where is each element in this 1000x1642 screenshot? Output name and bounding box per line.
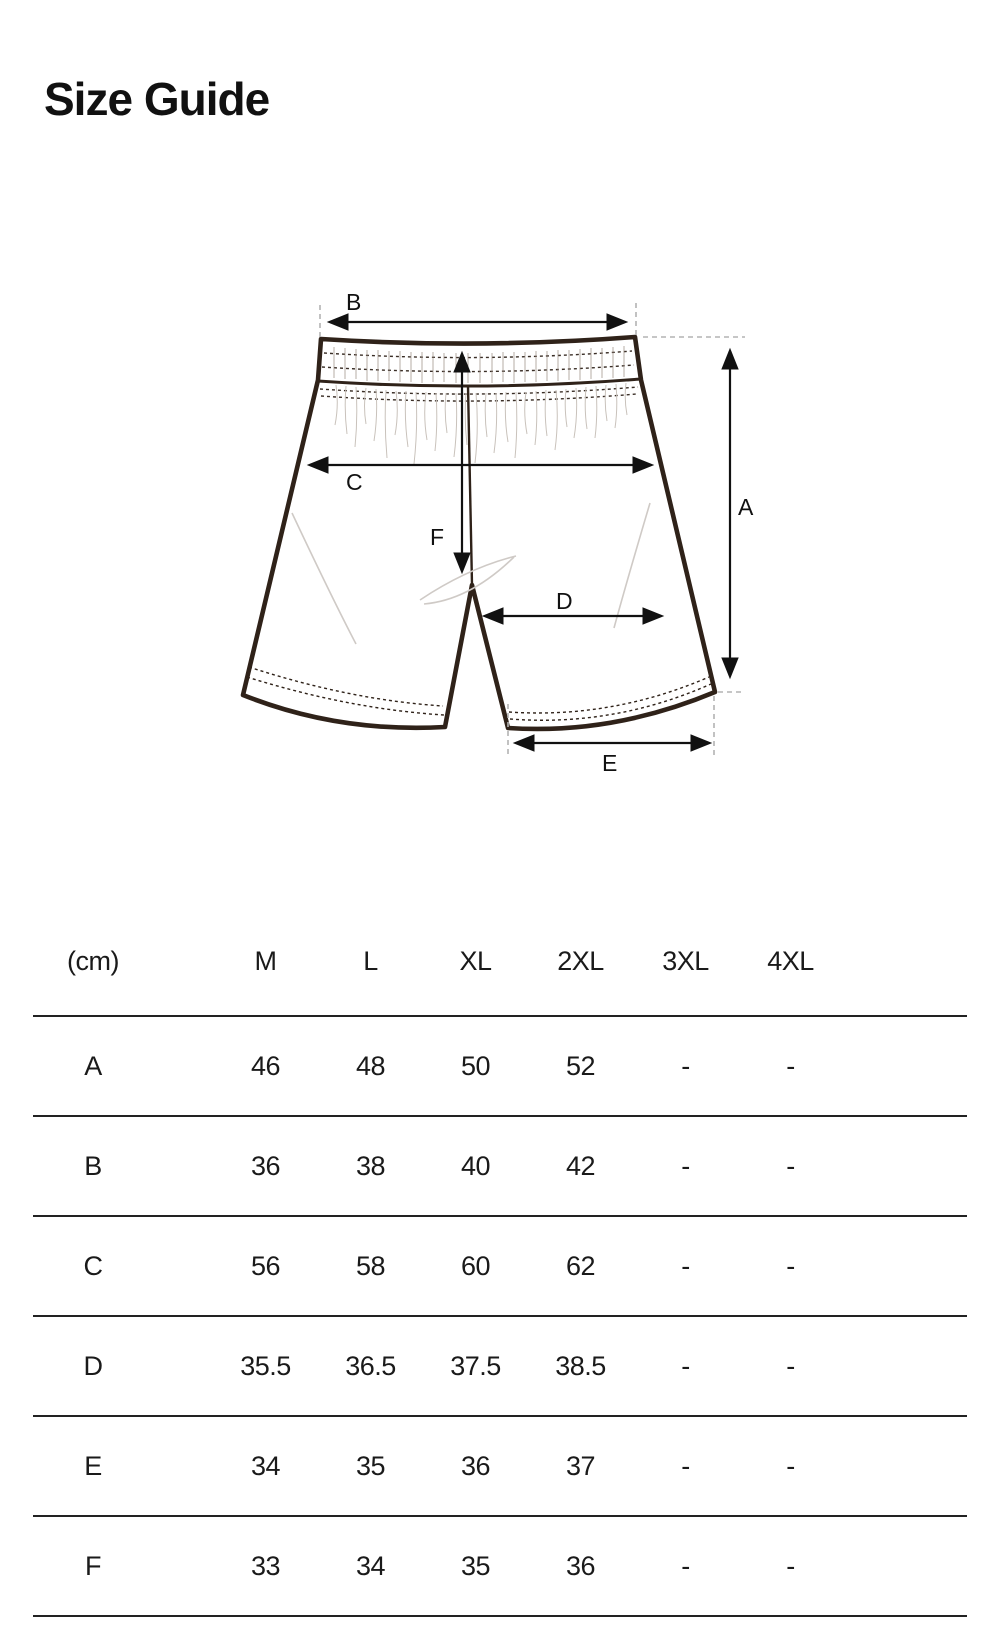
cell: 48 [355,1050,386,1081]
table-row [33,1116,967,1216]
spacer-cell [153,908,213,1016]
cell: 50 [460,1050,491,1081]
table-row [33,1516,967,1616]
size-header-4xl: 4XL [767,946,814,976]
cell: 42 [565,1150,596,1181]
cell: 35 [460,1550,491,1581]
cell: - [681,1050,690,1081]
cell: 34 [250,1450,281,1481]
row-label: A [84,1050,102,1081]
shorts-outline [243,337,715,729]
cell: 60 [460,1250,491,1281]
filler-cell [843,908,967,1016]
row-label: B [84,1150,102,1181]
filler-cell [843,1116,967,1216]
dim-label-e: E [602,750,618,776]
filler-cell [843,1416,967,1516]
cell: - [681,1250,690,1281]
cell: - [786,1450,795,1481]
cell: - [786,1250,795,1281]
cell: 58 [355,1250,386,1281]
cell: 46 [250,1050,281,1081]
table-row [33,1016,967,1116]
cell: 62 [565,1250,596,1281]
cell: 56 [250,1250,281,1281]
filler-cell [843,1516,967,1616]
cell: - [786,1550,795,1581]
cell: 38 [355,1150,386,1181]
size-header-l: L [363,946,378,976]
size-header-2xl: 2XL [557,946,604,976]
cell: 36 [250,1150,281,1181]
cell: - [786,1150,795,1181]
row-label: C [83,1250,103,1281]
size-table [33,908,967,1617]
filler-cell [843,1216,967,1316]
page-title: Size Guide [44,73,270,125]
cell: 33 [250,1550,281,1581]
cell: 37 [565,1450,596,1481]
cell: 36 [460,1450,491,1481]
cell: 38.5 [555,1350,606,1381]
cell: 52 [565,1050,596,1081]
cell: - [681,1550,690,1581]
filler-cell [843,1316,967,1416]
dim-label-f: F [430,524,445,550]
table-row [33,1416,967,1516]
spacer-cell [153,1216,213,1316]
spacer-cell [153,1016,213,1116]
row-label: D [83,1350,103,1381]
cell: 36.5 [345,1350,396,1381]
cell: 37.5 [450,1350,501,1381]
dim-label-a: A [738,494,754,520]
table-row [33,1216,967,1316]
dim-label-c: C [346,469,363,495]
spacer-cell [153,1316,213,1416]
cell: - [681,1150,690,1181]
cell: 34 [355,1550,386,1581]
cell: - [786,1050,795,1081]
cell: - [786,1350,795,1381]
dim-label-b: B [346,289,362,315]
dim-label-d: D [556,588,573,614]
filler-cell [843,1016,967,1116]
table-header-row [33,908,967,1016]
spacer-cell [153,1416,213,1516]
unit-header-cell: (cm) [67,946,119,976]
size-header-3xl: 3XL [662,946,709,976]
cell: 40 [460,1150,491,1181]
cell: - [681,1450,690,1481]
size-header-m: M [254,946,277,976]
spacer-cell [153,1516,213,1616]
shorts-diagram [0,0,1000,820]
row-label: E [84,1450,102,1481]
cell: 35 [355,1450,386,1481]
cell: 36 [565,1550,596,1581]
cell: 35.5 [240,1350,291,1381]
size-header-xl: XL [459,946,492,976]
table-row [33,1316,967,1416]
row-label: F [85,1550,101,1581]
cell: - [681,1350,690,1381]
spacer-cell [153,1116,213,1216]
